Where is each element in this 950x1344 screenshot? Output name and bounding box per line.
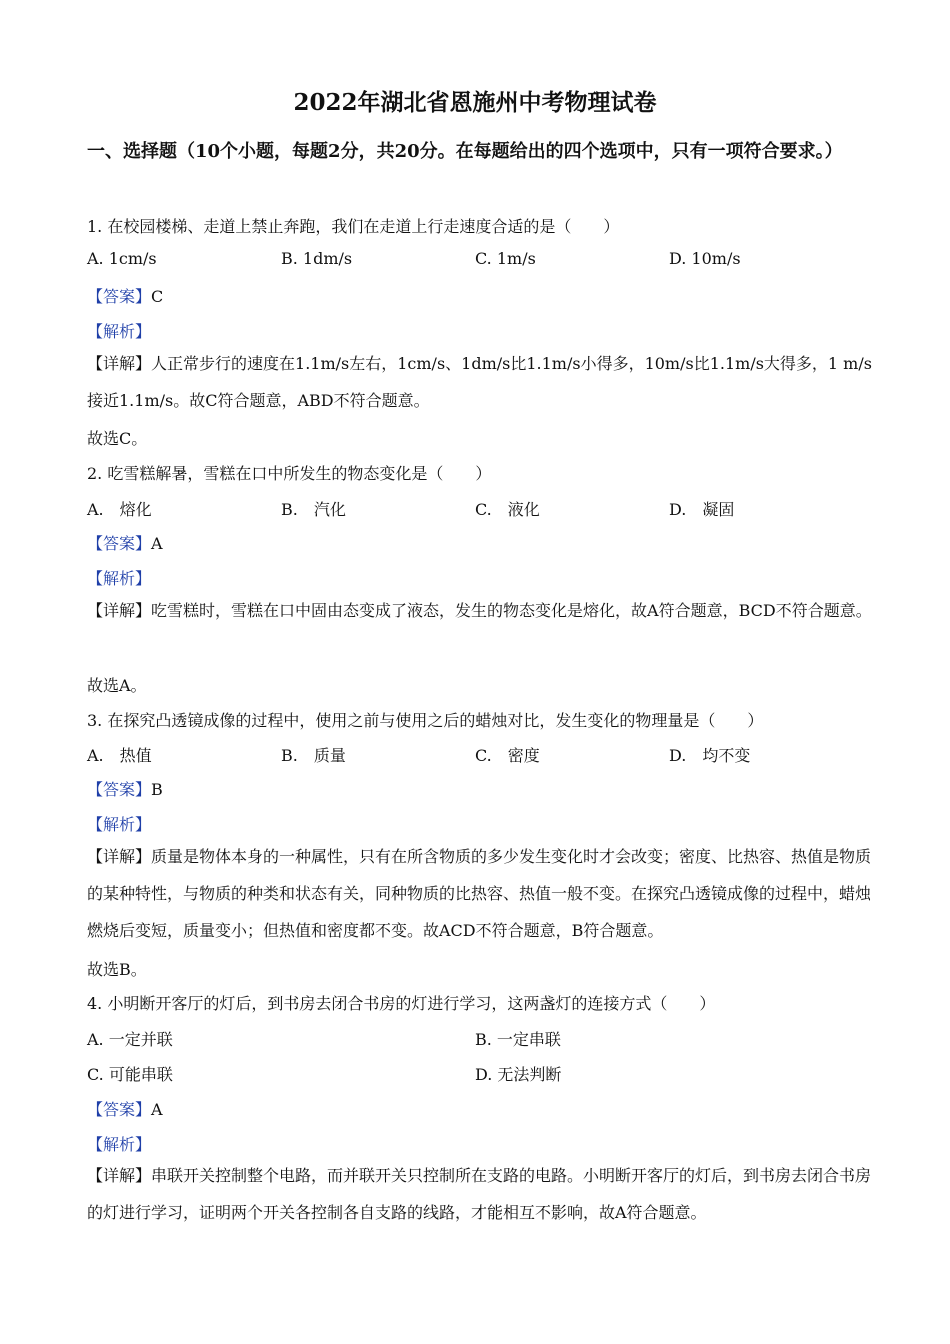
q2-option-a: A. 熔化 [87,500,152,519]
q2-option-b: B. 汽化 [281,500,346,519]
q1-option-d: D. 10m/s [669,249,741,268]
q1-detail-text: 人正常步行的速度在1.1m/s左右，1cm/s、1dm/s比1.1m/s小得多，10m/s比1.1m/s大得多，1 m/s接近1.1m/s。故C符合题意，ABD不符合题意。 [87,354,872,410]
q1-analysis-tag: 【解析】 [87,322,152,341]
q2-answer-line [87,531,877,554]
q3-detail [87,838,877,949]
q2-option-c: C. 液化 [475,500,540,519]
q3-option-c: C. 密度 [475,746,540,765]
question-2-stem: 2. 吃雪糕解暑，雪糕在口中所发生的物态变化是（ ） [87,464,492,483]
detail-tag: 【详解】 [87,1166,152,1185]
page-title: 2022年湖北省恩施州中考物理试卷 [293,89,657,116]
q3-answer-line [87,777,877,800]
q1-answer-line [87,284,877,307]
q4-option-a: A. 一定并联 [87,1030,173,1049]
q3-option-a: A. 热值 [87,746,152,765]
detail-tag: 【详解】 [87,601,152,620]
q4-option-c: C. 可能串联 [87,1065,173,1084]
answer-tag: 【答案】 [87,534,152,553]
question-3-stem: 3. 在探究凸透镜成像的过程中，使用之前与使用之后的蜡烛对比，发生变化的物理量是（ ） [87,711,764,730]
answer-tag: 【答案】 [87,780,152,799]
q2-detail-text: 吃雪糕时，雪糕在口中固由态变成了液态，发生的物态变化是熔化，故A符合题意，BCD不符合题意。 [151,601,872,620]
q1-option-c: C. 1m/s [475,249,536,268]
q1-conclusion: 故选C。 [87,429,148,448]
answer-tag: 【答案】 [87,1100,152,1119]
q4-option-d: D. 无法判断 [475,1065,562,1084]
q4-answer-line [87,1097,877,1120]
q2-analysis-tag: 【解析】 [87,569,152,588]
q1-option-b: B. 1dm/s [281,249,353,268]
q4-option-b: B. 一定串联 [475,1030,561,1049]
section-heading: 一、选择题（10个小题，每题2分，共20分。在每题给出的四个选项中，只有一项符合要求。） [87,141,843,162]
q3-detail-text: 质量是物体本身的一种属性，只有在所含物质的多少发生变化时才会改变；密度、比热容、热值是物质的某种特性，与物质的种类和状态有关，同种物质的比热容、热值一般不变。在探究凸透镜成像的过程中，蜡烛燃烧后变短，质量变小；但热值和密度都不变。故ACD不符合题意，B符合题意。 [87,847,872,940]
q1-detail [87,345,877,419]
q2-conclusion: 故选A。 [87,676,147,695]
answer-tag: 【答案】 [87,287,152,306]
detail-tag: 【详解】 [87,847,152,866]
q3-answer: B [151,780,163,799]
q2-option-d: D. 凝固 [669,500,735,519]
detail-tag: 【详解】 [87,354,152,373]
q2-detail [87,592,877,629]
q3-option-d: D. 均不变 [669,746,751,765]
q4-answer: A [151,1100,163,1119]
q3-conclusion: 故选B。 [87,960,147,979]
question-4-stem: 4. 小明断开客厅的灯后，到书房去闭合书房的灯进行学习，这两盏灯的连接方式（ ） [87,994,716,1013]
q4-detail [87,1157,877,1231]
q1-option-a: A. 1cm/s [87,249,157,268]
q4-analysis-tag: 【解析】 [87,1135,152,1154]
q3-option-b: B. 质量 [281,746,346,765]
q1-answer: C [151,287,164,306]
q4-detail-text: 串联开关控制整个电路，而并联开关只控制所在支路的电路。小明断开客厅的灯后，到书房去闭合书房的灯进行学习，证明两个开关各控制各自支路的线路，才能相互不影响，故A符合题意。 [87,1166,872,1222]
q3-analysis-tag: 【解析】 [87,815,152,834]
question-1-stem: 1. 在校园楼梯、走道上禁止奔跑，我们在走道上行走速度合适的是（ ） [87,217,620,236]
q2-answer: A [151,534,163,553]
